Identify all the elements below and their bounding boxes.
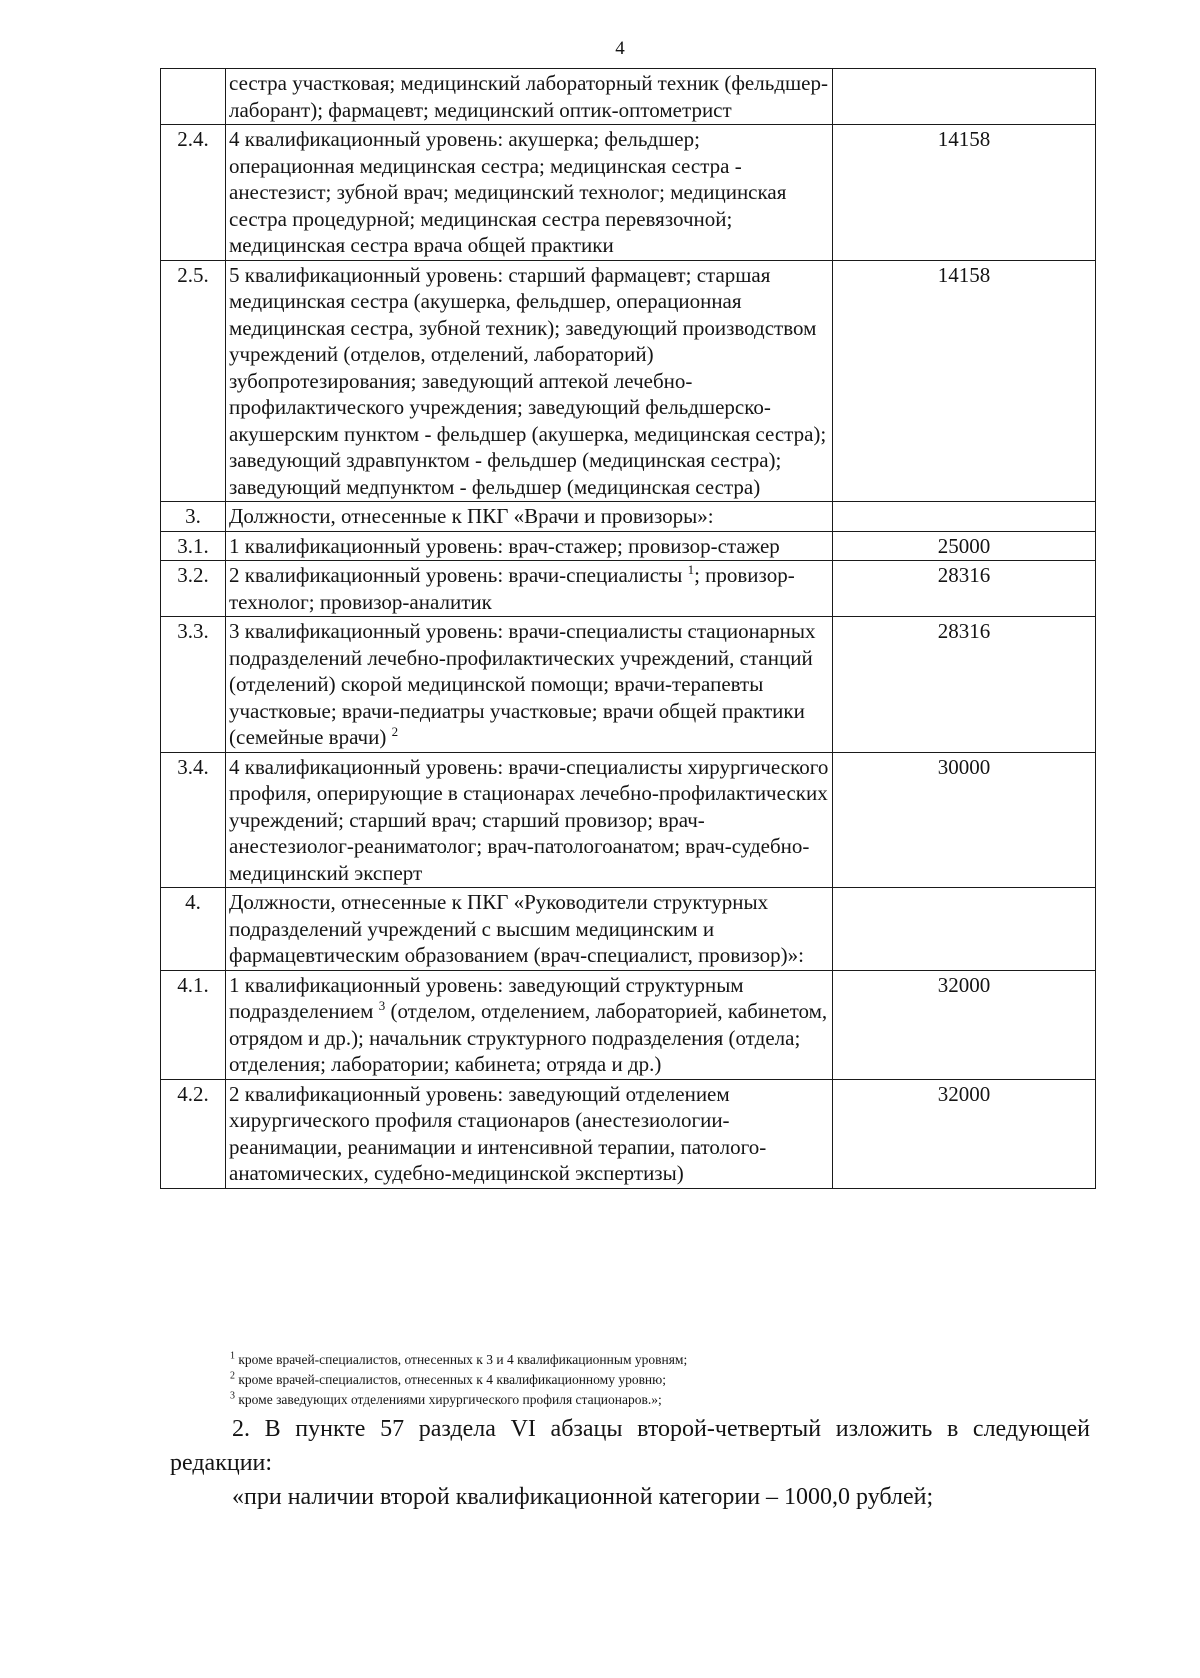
description-text: 2 квалификационный уровень: врачи-специалисты: [229, 563, 688, 587]
row-number: [161, 69, 226, 125]
row-salary-value: 28316: [833, 617, 1096, 753]
row-salary-value: 32000: [833, 1079, 1096, 1188]
footnote-text: кроме заведующих отделениями хирургического профиля стационаров.»;: [235, 1392, 662, 1407]
row-salary-value: 28316: [833, 561, 1096, 617]
table-row: [161, 531, 1096, 561]
footnote-ref: 1: [687, 562, 695, 577]
row-number: 3.2.: [161, 561, 226, 617]
table-body: [161, 69, 1096, 1189]
footnote: [230, 1350, 1090, 1370]
row-number: 3.4.: [161, 752, 226, 888]
row-salary-value: [833, 888, 1096, 971]
row-number: 4.2.: [161, 1079, 226, 1188]
row-description: [226, 970, 833, 1079]
description-text: 3 квалификационный уровень: врачи-специалисты стационарных подразделений лечебно-профилактических учреждений, станций (отделений) скорой медицинской помощи; врачи-терапевты участковые; врачи-педиатры участковые; врачи общей практики (семейные врачи): [229, 619, 816, 749]
row-description: [226, 125, 833, 261]
row-salary-value: 25000: [833, 531, 1096, 561]
table-row: [161, 69, 1096, 125]
footnote-text: кроме врачей-специалистов, отнесенных к 4 квалификационному уровню;: [235, 1372, 666, 1387]
description-text: 1 квалификационный уровень: заведующий структурным подразделением: [229, 972, 744, 1023]
row-description: [226, 888, 833, 971]
table-row: [161, 617, 1096, 753]
salary-table: [160, 68, 1096, 1189]
row-description: [226, 617, 833, 753]
footnote: [230, 1370, 1090, 1390]
footnote-mark: 1: [230, 1350, 235, 1362]
table-row: [161, 502, 1096, 532]
table-row: [161, 125, 1096, 261]
footnote: [230, 1390, 1090, 1410]
row-number: 3.1.: [161, 531, 226, 561]
amendment-paragraph: 2. В пункте 57 раздела VI абзацы второй-четвертый изложить в следующей редакции:: [170, 1416, 1090, 1476]
row-description: [226, 69, 833, 125]
row-number: 4.: [161, 888, 226, 971]
row-description: [226, 561, 833, 617]
description-text-tail: ; провизор-технолог; провизор-аналитик: [229, 563, 795, 614]
row-description: [226, 502, 833, 532]
row-salary-value: 14158: [833, 125, 1096, 261]
row-description: [226, 260, 833, 502]
description-text: 5 квалификационный уровень: старший фармацевт; старшая медицинская сестра (акушерка, фельдшер, операционная медицинская сестра, зубной техник); заведующий производством учреждений (отделов, отделений, лабораторий) зубопротезирования; заведующий аптекой лечебно-профилактического учреждения; заведующий фельдшерско-акушерским пунктом - фельдшер (акушерка, медицинская сестра); заведующий здравпунктом - фельдшер (медицинская сестра); заведующий медпунктом - фельдшер (медицинская сестра): [229, 262, 827, 499]
table-row: [161, 561, 1096, 617]
table-row: [161, 752, 1096, 888]
footnote-mark: 3: [230, 1390, 235, 1402]
row-number: 2.4.: [161, 125, 226, 261]
description-text: Должности, отнесенные к ПКГ «Врачи и провизоры»:: [229, 504, 714, 528]
description-text: 2 квалификационный уровень: заведующий отделением хирургического профиля стационаров (анестезиологии-реанимации, реанимации и интенсивной терапии, патолого-анатомических, судебно-медицинской экспертизы): [229, 1081, 767, 1185]
row-description: [226, 1079, 833, 1188]
row-salary-value: [833, 69, 1096, 125]
page-number: 4: [615, 38, 625, 59]
table-row: [161, 888, 1096, 971]
row-salary-value: 30000: [833, 752, 1096, 888]
footnotes: [230, 1350, 1090, 1410]
table-row: [161, 970, 1096, 1079]
table-row: [161, 1079, 1096, 1188]
footnote-text: кроме врачей-специалистов, отнесенных к 3 и 4 квалификационным уровням;: [235, 1352, 688, 1367]
row-salary-value: [833, 502, 1096, 532]
row-description: [226, 531, 833, 561]
row-number: 3.: [161, 502, 226, 532]
description-text: 4 квалификационный уровень: врачи-специалисты хирургического профиля, оперирующие в стационарах лечебно-профилактических учреждений; старший врач; старший провизор; врач-анестезиолог-реаниматолог; врач-патологоанатом; врач-судебно-медицинский эксперт: [229, 754, 829, 885]
body-text: [170, 1412, 1090, 1514]
row-description: [226, 752, 833, 888]
description-text-tail: (отделом, отделением, лабораторией, кабинетом, отрядом и др.); начальник структурного подразделения (отдела; отделения; лаборатории; кабинета; отряда и др.): [229, 999, 828, 1076]
description-text: 1 квалификационный уровень: врач-стажер; провизор-стажер: [229, 533, 780, 558]
row-number: 4.1.: [161, 970, 226, 1079]
footnote-mark: 2: [230, 1370, 235, 1382]
row-salary-value: 32000: [833, 970, 1096, 1079]
quote-line: «при наличии второй квалификационной категории – 1000,0 рублей;: [232, 1484, 934, 1510]
footnote-ref: 3: [378, 998, 386, 1013]
description-text: сестра участковая; медицинский лабораторный техник (фельдшер-лаборант); фармацевт; медицинский оптик-оптометрист: [229, 71, 828, 122]
row-number: 2.5.: [161, 260, 226, 502]
description-text: Должности, отнесенные к ПКГ «Руководители структурных подразделений учреждений с высшим медицинским и фармацевтическим образованием (врач-специалист, провизор)»:: [229, 890, 804, 967]
table-row: [161, 260, 1096, 502]
row-salary-value: 14158: [833, 260, 1096, 502]
description-text: 4 квалификационный уровень: акушерка; фельдшер; операционная медицинская сестра; медицинская сестра - анестезист; зубной врач; медицинский технолог; медицинская сестра процедурной; медицинская сестра перевязочной; медицинская сестра врача общей практики: [229, 127, 787, 257]
footnote-ref: 2: [391, 724, 399, 739]
row-number: 3.3.: [161, 617, 226, 753]
